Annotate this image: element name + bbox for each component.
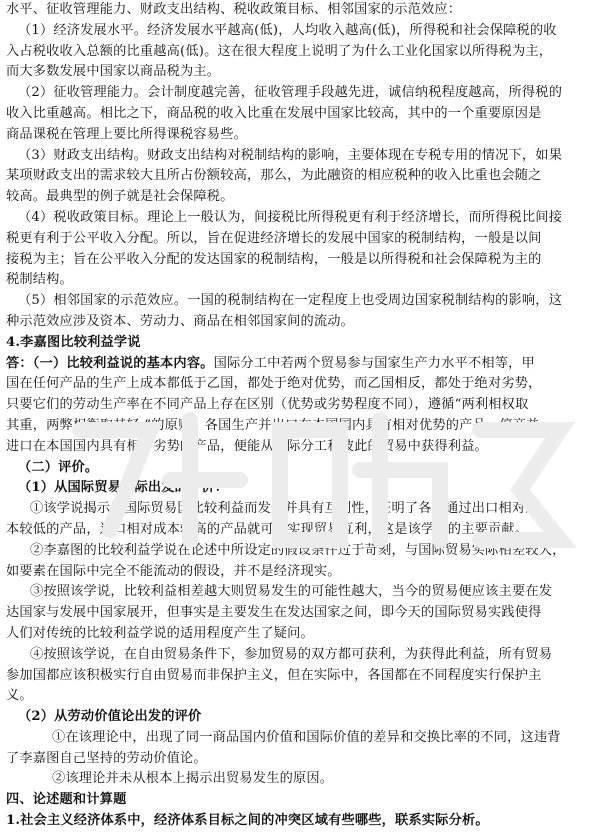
text-line: 入占税收收入总额的比重越高(低)。这在很大程度上说明了为什么工业化国家以所得税为主， [6, 43, 553, 59]
text-line: 四、论述题和计算题 [6, 792, 127, 808]
text-line: 商品课税在管理上要比所得课税容易些。 [6, 126, 247, 142]
text-line: （2）从劳动价值论出发的评价 [18, 709, 202, 725]
text-line: ②李嘉图的比较利益学说在论述中所设定的假设条件过于苛刻，与国际贸易实际相差较大， [30, 542, 566, 558]
text-line: （4）税收政策目标。理论上一般认为，间接税比所得税更有利于经济增长，而所得税比间接 [18, 209, 563, 225]
text-line [4, 354, 594, 375]
text-line: ②该理论并未从根本上揭示出贸易发生的原因。 [52, 771, 334, 787]
text-line: 4.李嘉图比较利益学说 [6, 334, 141, 350]
text-line: 进口在本国国内具有相对劣势的产品，便能从国际分工和彼此的贸易中获得利益。 [6, 438, 488, 454]
document-page [4, 0, 594, 832]
text-line: 只要它们的劳动生产率在不同产品上存在区别（优势或劣势程度不同），遵循“两利相权取 [6, 397, 529, 413]
text-line: ③按照该学说，比较利益相差越大则贸易发生的可能性越大，当今的贸易便应该主要在发 [30, 584, 553, 600]
text-line: 了李嘉图自己坚持的劳动价值论。 [6, 750, 207, 766]
text-line: 1.社会主义经济体系中，经济体系目标之间的冲突区域有些哪些，联系实际分析。 [6, 813, 489, 829]
text-line: 其重，两弊相衡取其轻 ”的原则，各国生产并出口在本国国内具有相对优势的产品，停产并 [6, 417, 540, 433]
text-line: 达国家与发展中国家展开，但事实是主要发生在发达国家之间，即今天的国际贸易实践使得 [6, 605, 542, 621]
text-line: 本较低的产品，进口相对成本较高的产品就可以实现贸易互利，这是该学说的主要贡献。 [6, 521, 529, 537]
text-line: 如要素在国际中完全不能流动的假设，并不是经济现实。 [6, 563, 341, 579]
text-line: 义。 [6, 688, 33, 704]
text-line: 种示范效应涉及资本、劳动力、商品在相邻国家间的流动。 [6, 313, 355, 329]
answer-text: 国际分工中若两个贸易参与国家生产力水平不相等，甲 [213, 355, 535, 371]
text-line: 某项财政支出的需求较大且所占份额较高，那么，为此融资的相应税种的收入比重也会随之 [6, 168, 542, 184]
text-line: ④按照该学说，在自由贸易条件下，参加贸易的双方都可获利，为获得此利益，所有贸易 [30, 646, 553, 662]
text-line: （5）相邻国家的示范效应。一国的税制结构在一定程度上也受周边国家税制结构的影响，这 [18, 293, 563, 309]
text-line: 收入比重越高。相比之下，商品税的收入比重在发展中国家比较高，其中的一个重要原因是 [6, 105, 542, 121]
text-line: 人们对传统的比较利益学说的适用程度产生了疑问。 [6, 625, 314, 641]
text-line: 参加国都应该积极实行自由贸易而非保护主义，但在实际中，各国都在不同程度实行保护主 [6, 667, 542, 683]
text-line: 国在任何产品的生产上成本都低于乙国，都处于绝对优势，而乙国相反，都处于绝对劣势， [6, 376, 542, 392]
text-line: ①该学说揭示了国际贸易因比较利益而发生并具有互利性，证明了各国通过出口相对成 [30, 501, 539, 517]
text-line: ①在该理论中，出现了同一商品国内价值和国际价值的差异和交换比率的不同，这违背 [52, 729, 561, 745]
answer-lead: 答：（一）比较利益说的基本内容。 [6, 355, 214, 371]
text-line: 接税为主；旨在公平收入分配的发达国家的税制结构，一般是以所得税和社会保障税为主的 [6, 251, 542, 267]
text-line: 而大多数发展中国家以商品税为主。 [6, 64, 221, 80]
text-line: 税制结构。 [6, 272, 73, 288]
text-line: 水平、征收管理能力、财政支出结构、税收政策目标、相邻国家的示范效应： [6, 2, 462, 17]
text-line: （1）从国际贸易实际出发的评价： [18, 480, 229, 496]
text-line: 税更有利于公平收入分配。所以，旨在促进经济增长的发展中国家的税制结构，一般是以间 [6, 230, 542, 246]
text-line: （1）经济发展水平。经济发展水平越高(低)，人均收入越高(低)，所得税和社会保障税的收 [18, 22, 557, 38]
text-line: （2）征收管理能力。会计制度越完善，征收管理手段越先进，诚信纳税程度越高，所得税的 [18, 85, 563, 101]
text-line: 较高。最典型的例子就是社会保障税。 [6, 189, 234, 205]
text-line: （二）评价。 [18, 459, 99, 475]
text-line: （3）财政支出结构。财政支出结构对税制结构的影响，主要体现在专税专用的情况下，如果 [18, 147, 563, 163]
